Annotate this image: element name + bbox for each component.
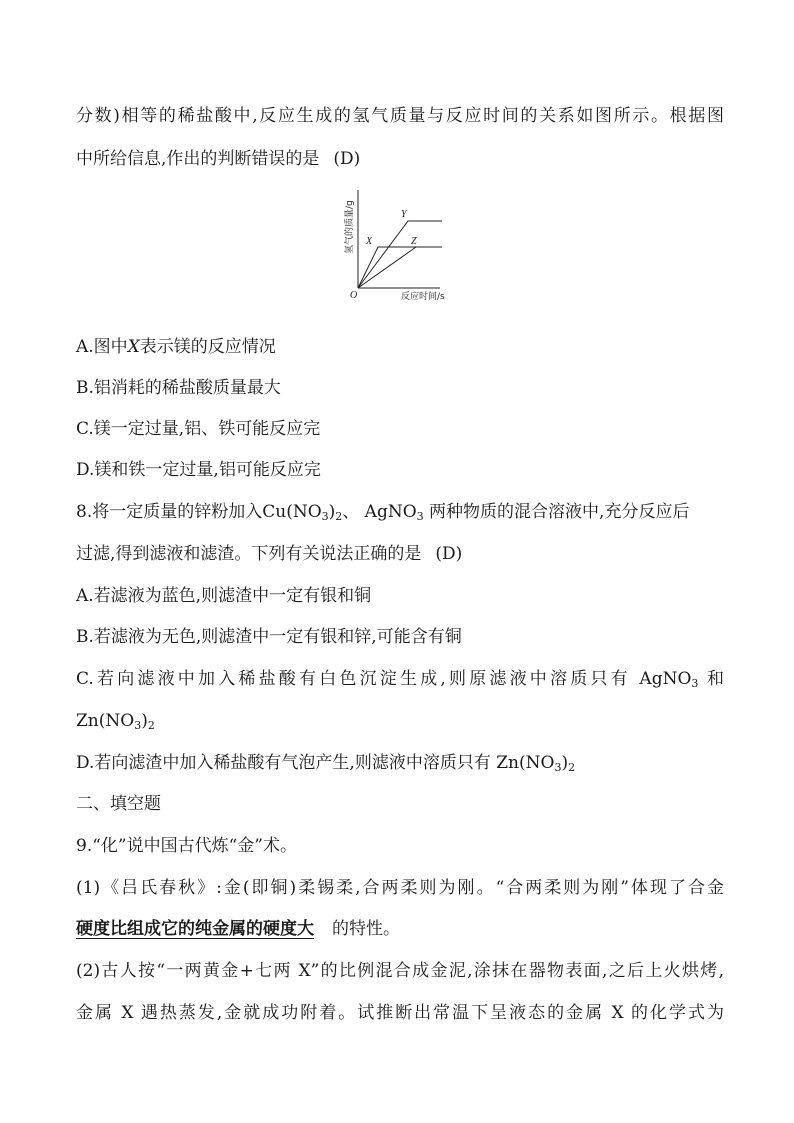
q8-option-d-text: D.若向滤渣中加入稀盐酸有气泡产生,则滤液中溶质只有 Zn(NO: [76, 753, 555, 773]
q7-option-a-var: X: [127, 337, 140, 357]
graph-origin-label: O: [350, 290, 358, 301]
q8-formula-zn-close: ): [561, 753, 569, 773]
q8-formula-zn-close: ): [141, 711, 148, 731]
q7-reaction-graph: [338, 188, 468, 306]
q8-sub: 2: [147, 719, 155, 732]
q7-answer: (D): [333, 149, 361, 169]
q7-stem-line1: 分数)相等的稀盐酸中,反应生成的氢气质量与反应时间的关系如图所示。根据图: [76, 106, 724, 126]
q7-option-a-prefix: A.图中: [76, 337, 128, 357]
graph-xlabel: 反应时间/s: [401, 292, 445, 302]
q8-option-c-tail: 和: [698, 669, 724, 689]
q8-option-a: A.若滤液为蓝色,则滤渣中一定有银和铜: [76, 586, 372, 606]
graph-label-x: X: [366, 236, 373, 247]
q8-sub: 3: [321, 510, 329, 523]
q8-sub: 3: [554, 761, 562, 774]
q8-formula-cu: Cu(NO: [262, 502, 322, 522]
q8-stem-part: 8.将一定质量的锌粉加入: [76, 502, 263, 522]
q7-option-b: B.铝消耗的稀盐酸质量最大: [76, 378, 281, 398]
q8-option-d: [76, 751, 724, 775]
graph-label-z: Z: [411, 236, 417, 247]
q7-option-c: C.镁一定过量,铝、铁可能反应完: [76, 419, 321, 439]
q8-stem-line1: [76, 500, 724, 524]
q8-sub: 3: [691, 677, 699, 690]
q8-answer: (D): [435, 544, 463, 564]
q8-option-b: B.若滤液为无色,则滤渣中一定有银和锌,可能含有铜: [76, 627, 462, 647]
q7-stem-text: 中所给信息,作出的判断错误的是: [76, 149, 320, 169]
q7-stem-line2: [76, 147, 724, 171]
q7-option-a-suffix: 表示镁的反应情况: [139, 337, 276, 357]
q9-part2-line1: (2)古人按“一两黄金+七两 X”的比例混合成金泥,涂抹在器物表面,之后上火烘烤,: [76, 961, 724, 981]
q8-option-c-text: C.若向滤液中加入稀盐酸有白色沉淀生成,则原滤液中溶质只有 AgNO: [76, 669, 692, 689]
q9-part1-answer: 硬度比组成它的纯金属的硬度大: [76, 919, 314, 939]
q7-option-a: [76, 335, 724, 359]
q8-option-c-line2: [76, 709, 724, 733]
q9-part2-line2: 金属 X 遇热蒸发,金就成功附着。试推断出常温下呈液态的金属 X 的化学式为: [76, 1003, 724, 1023]
q8-stem-line2: [76, 542, 724, 566]
q9-part1-tail: 的特性。: [332, 919, 400, 939]
q8-stem-text: 过滤,得到滤液和滤渣。下列有关说法正确的是: [76, 544, 422, 564]
q8-option-c-line1: [76, 667, 724, 691]
graph-curve-x: [358, 247, 442, 288]
section-title-fill-blank: 二、填空题: [76, 794, 161, 814]
q8-sub: 3: [416, 510, 424, 523]
graph-ylabel: 氢气的质量/g: [345, 200, 355, 254]
q7-option-d: D.镁和铁一定过量,铝可能反应完: [76, 460, 321, 480]
q8-sub: 2: [335, 510, 343, 523]
graph-curve-z: [358, 247, 416, 288]
graph-label-y: Y: [401, 209, 407, 220]
q8-sub: 2: [568, 761, 576, 774]
q8-stem-part: 两种物质的混合溶液中,充分反应后: [423, 502, 690, 522]
q8-sub: 3: [134, 719, 142, 732]
q8-formula-ag: 、 AgNO: [342, 502, 417, 522]
q8-formula-zn: Zn(NO: [76, 711, 135, 731]
q9-part1-line2: [76, 917, 724, 941]
q9-stem: 9.“化”说中国古代炼“金”术。: [76, 836, 297, 856]
graph-curve-y: [358, 221, 442, 288]
q8-formula-cu-close: ): [328, 502, 336, 522]
q9-part1-line1: (1)《吕氏春秋》:金(即铜)柔锡柔,合两柔则为刚。“合两柔则为刚”体现了合金: [76, 878, 724, 898]
